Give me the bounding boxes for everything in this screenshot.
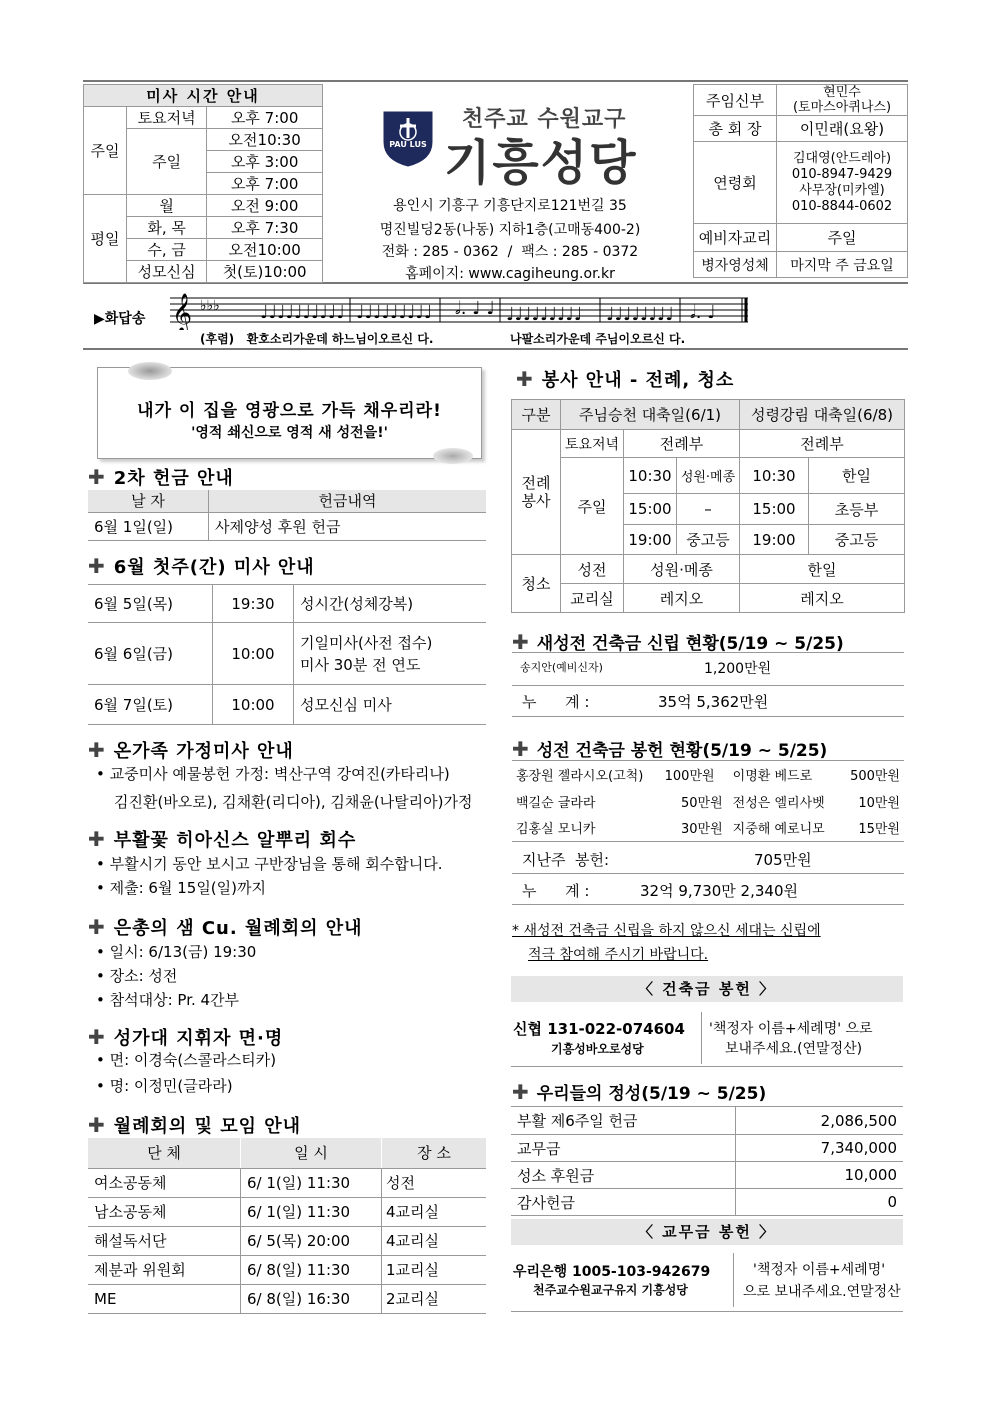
svg-text:♩♩♩♩♩♩♩♩♩: ♩♩♩♩♩♩♩♩♩: [356, 302, 433, 323]
church-homepage: 홈페이지: www.cagiheung.or.kr: [405, 266, 615, 282]
sunday-label: 주일: [84, 107, 127, 195]
pledge-amount: 1,200만원: [704, 661, 772, 677]
pledge-name: 송지안(예비신자): [520, 661, 603, 674]
pledge-total-label: 누 계 :: [522, 693, 590, 711]
table-cell: 중고등: [677, 525, 740, 555]
offering-amount: 10,000: [844, 1166, 897, 1184]
family-mass-title: [88, 737, 294, 763]
cross-icon: ✚: [88, 1113, 106, 1137]
table-cell: 15:00: [740, 494, 809, 525]
list-item-text: 교중미사 예물봉헌 가정: 벽산구역 강여진(카타리나): [109, 765, 450, 783]
list-item: [96, 790, 496, 814]
table-cell: 6/ 8(일) 16:30: [241, 1284, 382, 1313]
section-title-text: 새성전 건축금 신립 현황(5/19 ~ 5/25): [536, 634, 844, 654]
liturgy-label: 전례 봉사: [512, 430, 561, 555]
donor-amount: 10만원: [858, 795, 900, 811]
table-cell: 4교리실: [382, 1197, 487, 1226]
list-item: • 면: 이경숙(스콜라스티카): [96, 1051, 277, 1069]
mass-time: 오전10:00: [207, 239, 323, 261]
staff-role: 예비자교리: [694, 224, 777, 252]
list-item-text: 명: 이정민(글라라): [109, 1077, 233, 1095]
section-title-text: 6월 첫주(간) 미사 안내: [113, 557, 315, 578]
table-header: 장 소: [382, 1138, 487, 1168]
dues-account-holder: 천주교수원교구유지 기흥성당: [533, 1283, 688, 1297]
table-cell: 해설독서단: [88, 1226, 241, 1255]
table-cell: 기일미사(사전 접수) 미사 30분 전 연도: [294, 623, 487, 685]
table-cell: 초등부: [809, 494, 905, 525]
pledge-total-row: [512, 686, 904, 717]
mass-time: 오후 7:30: [207, 217, 323, 239]
list-item-text: 장소: 성전: [109, 967, 178, 985]
pledge-title: [512, 629, 844, 654]
offering-label: 부활 제6주일 헌금: [511, 1107, 736, 1135]
mass-day: 화, 목: [127, 217, 207, 239]
table-cell: 1교리실: [382, 1255, 487, 1284]
list-item: • 교중미사 예물봉헌 가정: 벽산구역 강여진(카타리나): [96, 765, 450, 783]
church-phone: 전화 : 285 - 0362 / 팩스 : 285 - 0372: [381, 244, 639, 260]
logo-text: PAU LUS: [389, 140, 427, 149]
second-collection-table: [88, 490, 486, 541]
donation-note-2: 적극 참여해 주시기 바랍니다.: [528, 947, 709, 963]
psalm-label: ▶화답송: [94, 311, 146, 327]
svg-text:♩♩♩♩♩♩♩♩♩♩: ♩♩♩♩♩♩♩♩♩♩: [260, 302, 345, 323]
cross-icon: ✚: [88, 1025, 106, 1049]
table-cell: 10:30: [624, 458, 677, 494]
church-address1: 용인시 기흥구 기흥단지로121번길 35: [393, 198, 627, 214]
table-cell: 성원·메종: [677, 458, 740, 494]
table-cell: 성전: [561, 555, 624, 584]
table-header: 주님승천 대축일(6/1): [561, 400, 740, 430]
hyacinth-title: [88, 826, 356, 852]
offering-title: [512, 1079, 766, 1104]
weekday-label: 평일: [84, 195, 127, 283]
dues-account-number: 우리은행 1005-103-942679: [513, 1264, 711, 1280]
mass-schedule-table: [83, 84, 323, 283]
table-cell: 2교리실: [382, 1284, 487, 1313]
lastweek-amount: 705만원: [754, 851, 812, 869]
section-title-text: 은총의 샘 Cu. 월례회의 안내: [113, 918, 363, 939]
table-cell: 6월 7일(토): [88, 685, 213, 725]
donor-amount: 30만원: [681, 822, 723, 838]
section-title-text: 봉사 안내 - 전례, 청소: [541, 370, 735, 391]
staff-value: 김대영(안드레아) 010-8947-9429 사무장(미카엘) 010-8844-0602: [777, 142, 908, 224]
cu-title: [88, 914, 363, 940]
offering-label: 감사헌금: [511, 1189, 736, 1216]
table-header: 단 체: [88, 1138, 241, 1168]
donor-amount: 50만원: [681, 795, 723, 811]
offering-amount: 0: [887, 1193, 897, 1211]
offering-amount: 7,340,000: [820, 1139, 897, 1157]
table-cell: 10:00: [213, 685, 294, 725]
list-item-text: 제출: 6월 15일(일)까지: [109, 879, 266, 897]
table-cell: 전례부: [624, 430, 740, 458]
list-item: • 명: 이정민(글라라): [96, 1077, 233, 1095]
list-item: • 부활시기 동안 보시고 구반장님을 통해 회수합니다.: [96, 855, 443, 873]
offering-label: 교무금: [511, 1135, 736, 1162]
list-item: • 일시: 6/13(금) 19:30: [96, 943, 257, 961]
list-item: • 참석대상: Pr. 4간부: [96, 991, 240, 1009]
donor-name: 이명환 베드로: [732, 768, 813, 784]
cleaning-label: 청소: [512, 555, 561, 613]
cross-icon: ✚: [88, 465, 106, 489]
table-cell: 6/ 8(일) 11:30: [241, 1255, 382, 1284]
table-cell: 19:00: [740, 525, 809, 555]
choir-list: [96, 1048, 496, 1098]
choir-title: [88, 1024, 283, 1050]
list-item: • 장소: 성전: [96, 967, 178, 985]
cross-icon: ✚: [88, 554, 106, 578]
service-title: [516, 366, 734, 392]
staff-role: 연령회: [694, 142, 777, 224]
table-cell: 레지오: [624, 584, 740, 613]
meetings-title: [88, 1112, 301, 1138]
table-cell: 성시간(성체강복): [294, 585, 487, 623]
service-table: [511, 399, 905, 613]
pledge-row: [512, 652, 904, 686]
table-cell: 성원·메종: [624, 555, 740, 584]
table-cell: 한일: [740, 555, 905, 584]
donor-name: 지중해 예로니모: [732, 822, 825, 838]
table-cell: 제분과 위원회: [88, 1255, 241, 1284]
second-collection-title: [88, 464, 234, 490]
building-account-guide2: 보내주세요.(연말정산): [725, 1041, 863, 1057]
donation-total-row: [512, 874, 904, 905]
table-cell: 남소공동체: [88, 1197, 241, 1226]
dues-account-guide1: '책정자 이름+세례명': [753, 1262, 886, 1278]
table-cell: 10:00: [213, 623, 294, 685]
mass-day: 주일: [127, 129, 207, 195]
table-cell: 6월 5일(목): [88, 585, 213, 623]
table-cell: 한일: [809, 458, 905, 494]
section-title-text: 2차 헌금 안내: [113, 468, 234, 489]
list-item-text: 참석대상: Pr. 4간부: [109, 991, 240, 1009]
table-cell: 19:00: [624, 525, 677, 555]
mass-day: 토요저녁: [127, 107, 207, 129]
table-cell: ME: [88, 1284, 241, 1313]
staff-value: 주일: [777, 224, 908, 252]
section-title-text: 월례회의 및 모임 안내: [113, 1116, 302, 1137]
table-header: 구분: [512, 400, 561, 430]
music-staff: [170, 290, 750, 330]
church-logo: [380, 108, 436, 168]
banner-line2: '영적 쇄신으로 영적 새 성전을!': [191, 425, 388, 441]
sun-label: 주일: [561, 458, 624, 555]
mass-day: 수, 금: [127, 239, 207, 261]
mass-time: 첫(토)10:00: [207, 261, 323, 283]
dues-account-box: [511, 1249, 903, 1312]
staff-role: 총 회 장: [694, 116, 777, 142]
mass-time: 오후 7:00: [207, 173, 323, 195]
mass-day: 월: [127, 195, 207, 217]
offering-table: [511, 1106, 903, 1216]
svg-text:𝄞: 𝄞: [172, 293, 193, 330]
table-header: 헌금내역: [209, 490, 487, 512]
cross-icon: ✚: [516, 367, 534, 391]
table-cell: 레지오: [740, 584, 905, 613]
section-title-text: 온가족 가정미사 안내: [113, 741, 294, 762]
diocese-name: 천주교 수원교구: [462, 107, 627, 132]
church-address2: 명진빌딩2동(나동) 지하1층(고매동400-2): [379, 222, 641, 238]
staff-table: [693, 84, 908, 278]
banner-line1: 내가 이 집을 영광으로 가득 채우리라!: [137, 401, 442, 421]
offering-amount: 2,086,500: [820, 1111, 897, 1130]
table-cell: 전례부: [740, 430, 905, 458]
donation-title: [512, 736, 827, 761]
sat-label: 토요저녁: [561, 430, 624, 458]
building-account-header: 〈 건축금 봉헌 〉: [511, 976, 903, 1002]
meetings-table: [88, 1138, 486, 1314]
psalm-lyric-2: 나팔소리가운데 주님이오르신 다.: [510, 332, 686, 346]
table-header: 일 시: [241, 1138, 382, 1168]
mass-schedule-title: 미사 시간 안내: [84, 85, 323, 107]
table-header: 날 자: [88, 490, 209, 512]
building-account-holder: 기흥성바오로성당: [551, 1042, 644, 1056]
june-week-table: [88, 584, 486, 725]
mass-time: 오후 3:00: [207, 151, 323, 173]
june-week-title: [88, 553, 315, 579]
staff-value: 마지막 주 금요일: [777, 252, 908, 278]
table-cell: 사제양성 후원 헌금: [209, 512, 487, 540]
list-item: • 제출: 6월 15일(일)까지: [96, 879, 266, 897]
table-cell: 6월 1일(일): [88, 512, 209, 540]
building-account-guide1: '책정자 이름+세례명' 으로: [709, 1021, 873, 1037]
mass-time: 오전10:30: [207, 129, 323, 151]
table-cell: 교리실: [561, 584, 624, 613]
donor-name: 홍장원 젤라시오(고척): [516, 768, 644, 784]
pledge-total: 35억 5,362만원: [658, 693, 769, 711]
mass-day: 성모신심: [127, 261, 207, 283]
offering-label: 성소 후원금: [511, 1162, 736, 1189]
table-cell: 6월 6일(금): [88, 623, 213, 685]
donor-amount: 15만원: [858, 822, 900, 838]
cross-icon: ✚: [512, 629, 529, 654]
cross-icon: ✚: [88, 827, 106, 851]
donation-total-label: 누 계 :: [522, 882, 590, 900]
section-title-text: 우리들의 정성(5/19 ~ 5/25): [536, 1084, 767, 1104]
donation-note-1: * 새성전 건축금 신립을 하지 않으신 세대는 신립에: [512, 923, 821, 939]
table-cell: –: [677, 494, 740, 525]
table-cell: 성모신심 미사: [294, 685, 487, 725]
donor-name: 김홍실 모니카: [516, 822, 596, 838]
family-mass-list: [96, 762, 496, 814]
cu-list: [96, 940, 496, 1012]
staff-role: 병자영성체: [694, 252, 777, 278]
section-title-text: 부활꽃 히아신스 알뿌리 회수: [113, 830, 357, 851]
hyacinth-list: [96, 852, 496, 900]
staff-value: 현민수 (토마스아퀴나스): [777, 85, 908, 116]
svg-text:𝅗𝅥. ♩: 𝅗𝅥. ♩: [690, 302, 716, 323]
table-cell: 10:30: [740, 458, 809, 494]
svg-text:𝅗𝅥. ♩ ♩: 𝅗𝅥. ♩ ♩: [455, 298, 495, 319]
table-cell: 6/ 5(목) 20:00: [241, 1226, 382, 1255]
table-cell: 4교리실: [382, 1226, 487, 1255]
psalm-bottom-rule: [83, 348, 908, 350]
table-cell: 6/ 1(일) 11:30: [241, 1168, 382, 1197]
list-item-text: 일시: 6/13(금) 19:30: [109, 943, 257, 961]
mass-time: 오전 9:00: [207, 195, 323, 217]
donation-total: 32억 9,730만 2,340원: [640, 882, 798, 900]
cross-icon: ✚: [512, 1079, 529, 1104]
cross-icon: ✚: [88, 915, 106, 939]
donation-lastweek-row: [512, 843, 904, 874]
psalm-lyric-1: (후렴) 환호소리가운데 하느님이오르신 다.: [200, 332, 434, 346]
header-top-rule: [83, 80, 908, 82]
donor-amount: 500만원: [850, 768, 900, 784]
list-item-text: 면: 이경숙(스콜라스티카): [109, 1051, 277, 1069]
donor-name: 전성은 엘리사벳: [732, 795, 825, 811]
table-header: 성령강림 대축일(6/8): [740, 400, 905, 430]
svg-text:♩♩♩♩♩♩♩♩: ♩♩♩♩♩♩♩♩: [606, 304, 674, 325]
list-item-text: 김진환(바오로), 김채환(리디아), 김채윤(나탈리아)가정: [114, 793, 473, 811]
table-cell: 여소공동체: [88, 1168, 241, 1197]
dues-account-guide2: 으로 보내주세요.연말정산: [743, 1284, 901, 1300]
church-name: 기흥성당: [444, 135, 638, 191]
table-cell: 6/ 1(일) 11:30: [241, 1197, 382, 1226]
cross-icon: ✚: [88, 738, 106, 762]
table-cell: 성전: [382, 1168, 487, 1197]
list-item-text: 부활시기 동안 보시고 구반장님을 통해 회수합니다.: [109, 855, 443, 873]
donation-table: [512, 760, 904, 842]
svg-text:♭♭♭: ♭♭♭: [200, 298, 220, 314]
staff-role: 주임신부: [694, 85, 777, 116]
building-account-box: [511, 1006, 903, 1067]
donor-name: 백길순 글라라: [516, 795, 596, 811]
table-cell: 중고등: [809, 525, 905, 555]
banner-box: [97, 367, 482, 459]
cross-icon: ✚: [512, 736, 529, 761]
table-cell: 19:30: [213, 585, 294, 623]
section-title-text: 성가대 지휘자 면·명: [113, 1028, 284, 1049]
section-title-text: 성전 건축금 봉헌 현황(5/19 ~ 5/25): [536, 741, 828, 761]
dues-account-header: 〈 교무금 봉헌 〉: [511, 1219, 903, 1245]
svg-text:♩♩♩♩♩♩♩♩♩: ♩♩♩♩♩♩♩♩♩: [506, 304, 583, 325]
mass-time: 오후 7:00: [207, 107, 323, 129]
staff-value: 이민래(요왕): [777, 116, 908, 142]
table-cell: 15:00: [624, 494, 677, 525]
building-account-number: 신협 131-022-074604: [513, 1020, 685, 1038]
donor-amount: 100만원: [664, 768, 715, 784]
lastweek-label: 지난주 봉헌:: [522, 851, 610, 869]
